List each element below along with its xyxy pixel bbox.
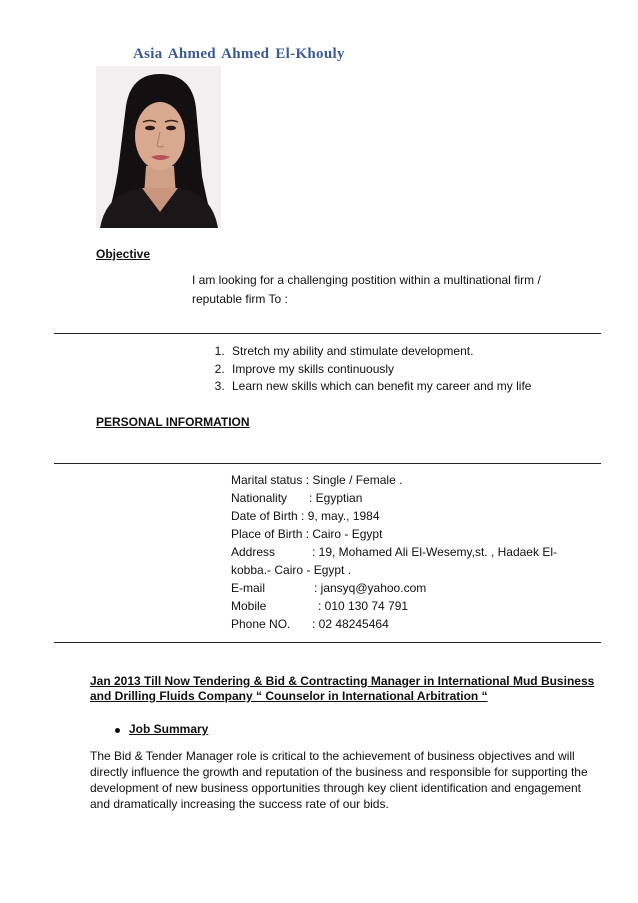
info-label: Mobile [231,599,267,613]
info-row-mobile [231,597,557,615]
job-title: Jan 2013 Till Now Tendering & Bid & Contracting Manager in International Mud Business and Drilling Fluids Company “ Counselor in International Arbitration “ [90,674,595,703]
info-row-pob [231,525,557,543]
goal-item: 2. Improve my skills continuously [228,361,592,379]
objective-line-2: reputable firm To : [192,292,288,306]
info-row-phone [231,615,557,633]
job-summary-heading: Job Summary [129,722,209,736]
section-divider [54,333,601,334]
portrait-illustration [96,66,221,228]
info-label: Nationality [231,491,288,505]
job-summary-text: The Bid & Tender Manager role is critical to the achievement of business objectives and will directly influence the growth and reputation of the business and responsible for supporting the development of new business opportunities through key client identification and engagement and dramatically increasing the success rate of our bids. [90,749,588,811]
info-label: Date of Birth [231,509,298,523]
info-label: E-mail [231,581,266,595]
goals-list [192,343,592,396]
info-row-marital [231,471,557,489]
personal-info-heading: PERSONAL INFORMATION [96,415,250,429]
candidate-name: Asia Ahmed Ahmed El-Khouly [133,46,345,62]
profile-photo [96,66,221,228]
info-row-address [231,543,557,561]
info-label: Place of Birth [231,527,303,541]
goals-list-container [192,343,592,396]
objective-heading: Objective [96,247,151,261]
info-row-dob [231,507,557,525]
info-value: : jansyq@yahoo.com [314,581,427,595]
personal-info-block [231,471,557,633]
section-divider [54,642,601,643]
objective-line-1: I am looking for a challenging postition within a multinational firm / [192,273,541,287]
info-label: Marital status [231,473,303,487]
info-row-nationality [231,489,557,507]
goal-item: 3. Learn new skills which can benefit my career and my life [228,378,592,396]
bullet-icon [115,728,120,733]
goal-item: 1. Stretch my ability and stimulate development. [228,343,592,361]
info-value: : Cairo - Egypt [305,527,383,541]
info-value: : Single / Female . [305,473,403,487]
section-divider [54,463,601,464]
info-value: : 9, may., 1984 [301,509,380,523]
info-value: kobba.- Cairo - Egypt . [231,563,352,577]
info-row-email [231,579,557,597]
info-value: : 010 130 74 791 [318,599,409,613]
info-value: : 19, Mohamed Ali El-Wesemy,st. , Hadaek El- [312,545,557,559]
info-value: : Egyptian [309,491,363,505]
info-label: Address [231,545,276,559]
info-value: : 02 48245464 [312,617,389,631]
info-row-address-cont [231,561,557,579]
info-label: Phone NO. [231,617,291,631]
